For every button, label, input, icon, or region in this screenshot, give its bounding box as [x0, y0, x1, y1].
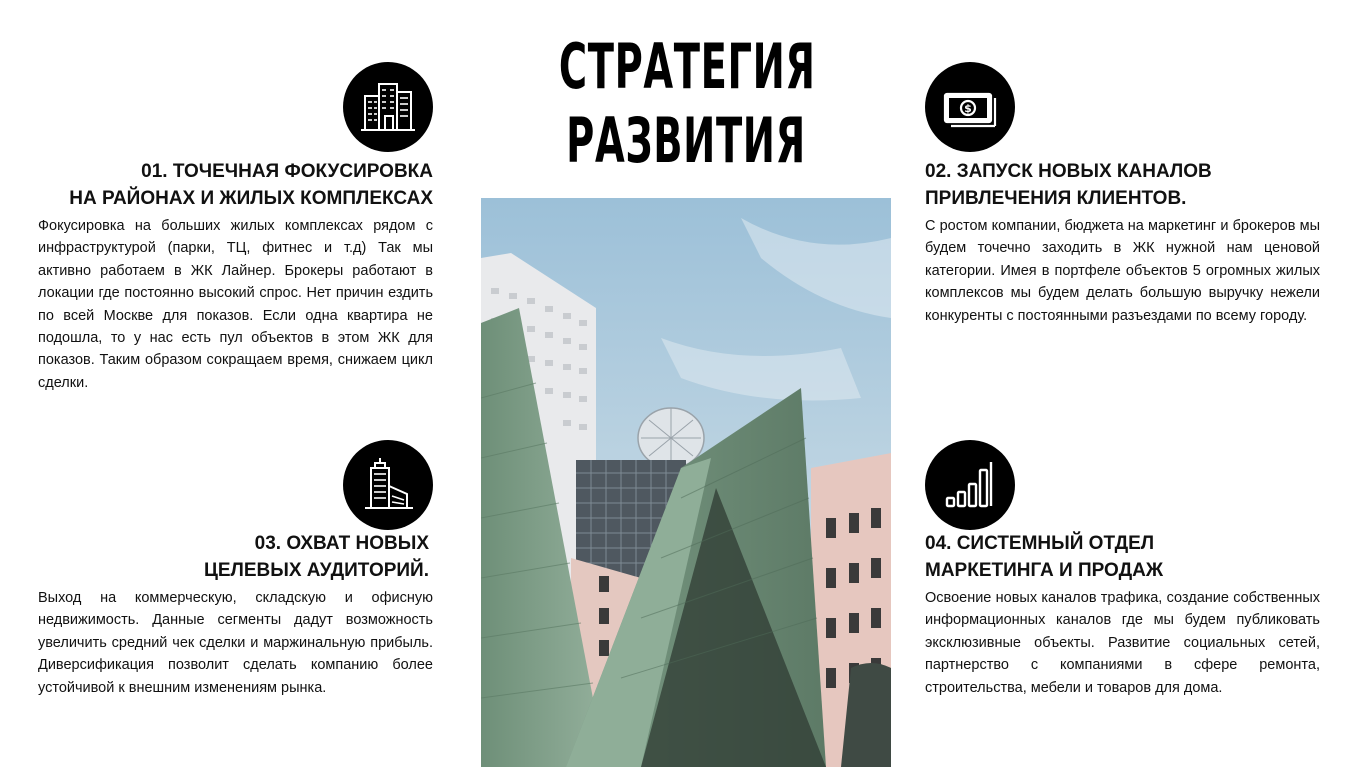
bar-chart-icon — [939, 454, 1001, 516]
architecture-photo — [481, 198, 891, 767]
page-title — [558, 30, 816, 178]
section-3-icon-circle — [343, 440, 433, 530]
section-3-heading: 03. ОХВАТ НОВЫХ ЦЕЛЕВЫХ АУДИТОРИЙ. — [203, 533, 429, 581]
section-2-body: С ростом компании, бюджета на маркетинг и брокеров мы будем точечно заходить в ЖК нужной нам ценовой категории. Имея в портфеле объектов 5 огромных жилых комплексов мы будем делать большую выручку нежели конкуренты с постоянными разъездами по всему городу. — [925, 218, 1320, 324]
buildings-icon — [357, 76, 419, 138]
section-2-heading: 02. ЗАПУСК НОВЫХ КАНАЛОВ ПРИВЛЕЧЕНИЯ КЛИЕНТОВ. — [925, 161, 1212, 209]
title-line-2: РАЗВИТИЯ — [566, 104, 806, 177]
title-line-1: СТРАТЕГИЯ — [558, 30, 816, 103]
money-icon — [939, 76, 1001, 138]
section-1-body: Фокусировка на больших жилых комплексах рядом с инфраструктурой (парки, ТЦ, фитнес и т.д) Так мы активно работаем в ЖК Лайнер. Брокеры работают в локации где постоянно высокий спрос. Нет причин ездить по всей Москве для показов. Если одна квартира не подошла, то у нас есть пул объектов в этом ЖК для показов. Таким образом сокращаем время, снижаем цикл сделки. — [38, 218, 433, 391]
office-building-icon — [357, 454, 419, 516]
section-4-icon-circle — [925, 440, 1015, 530]
section-4-body: Освоение новых каналов трафика, создание собственных информационных каналов где мы будем публиковать эксклюзивные объекты. Развитие социальных сетей, партнерство с компаниями в сфере ремонта, строительства, мебели и товаров для дома. — [925, 590, 1320, 696]
section-4-heading: 04. СИСТЕМНЫЙ ОТДЕЛ МАРКЕТИНГА И ПРОДАЖ — [925, 533, 1164, 581]
svg-text:$: $ — [964, 102, 972, 115]
section-2-icon-circle — [925, 62, 1015, 152]
section-1-heading: 01. ТОЧЕЧНАЯ ФОКУСИРОВКА НА РАЙОНАХ И ЖИЛЫХ КОМПЛЕКСАХ — [69, 161, 433, 209]
section-3-body: Выход на коммерческую, складскую и офисную недвижимость. Данные сегменты дадут возможность увеличить средний чек сделки и маржинальную прибыль. Диверсификация позволит сделать компанию более устойчивой к внешним изменениям рынка. — [38, 590, 433, 696]
section-1-icon-circle — [343, 62, 433, 152]
